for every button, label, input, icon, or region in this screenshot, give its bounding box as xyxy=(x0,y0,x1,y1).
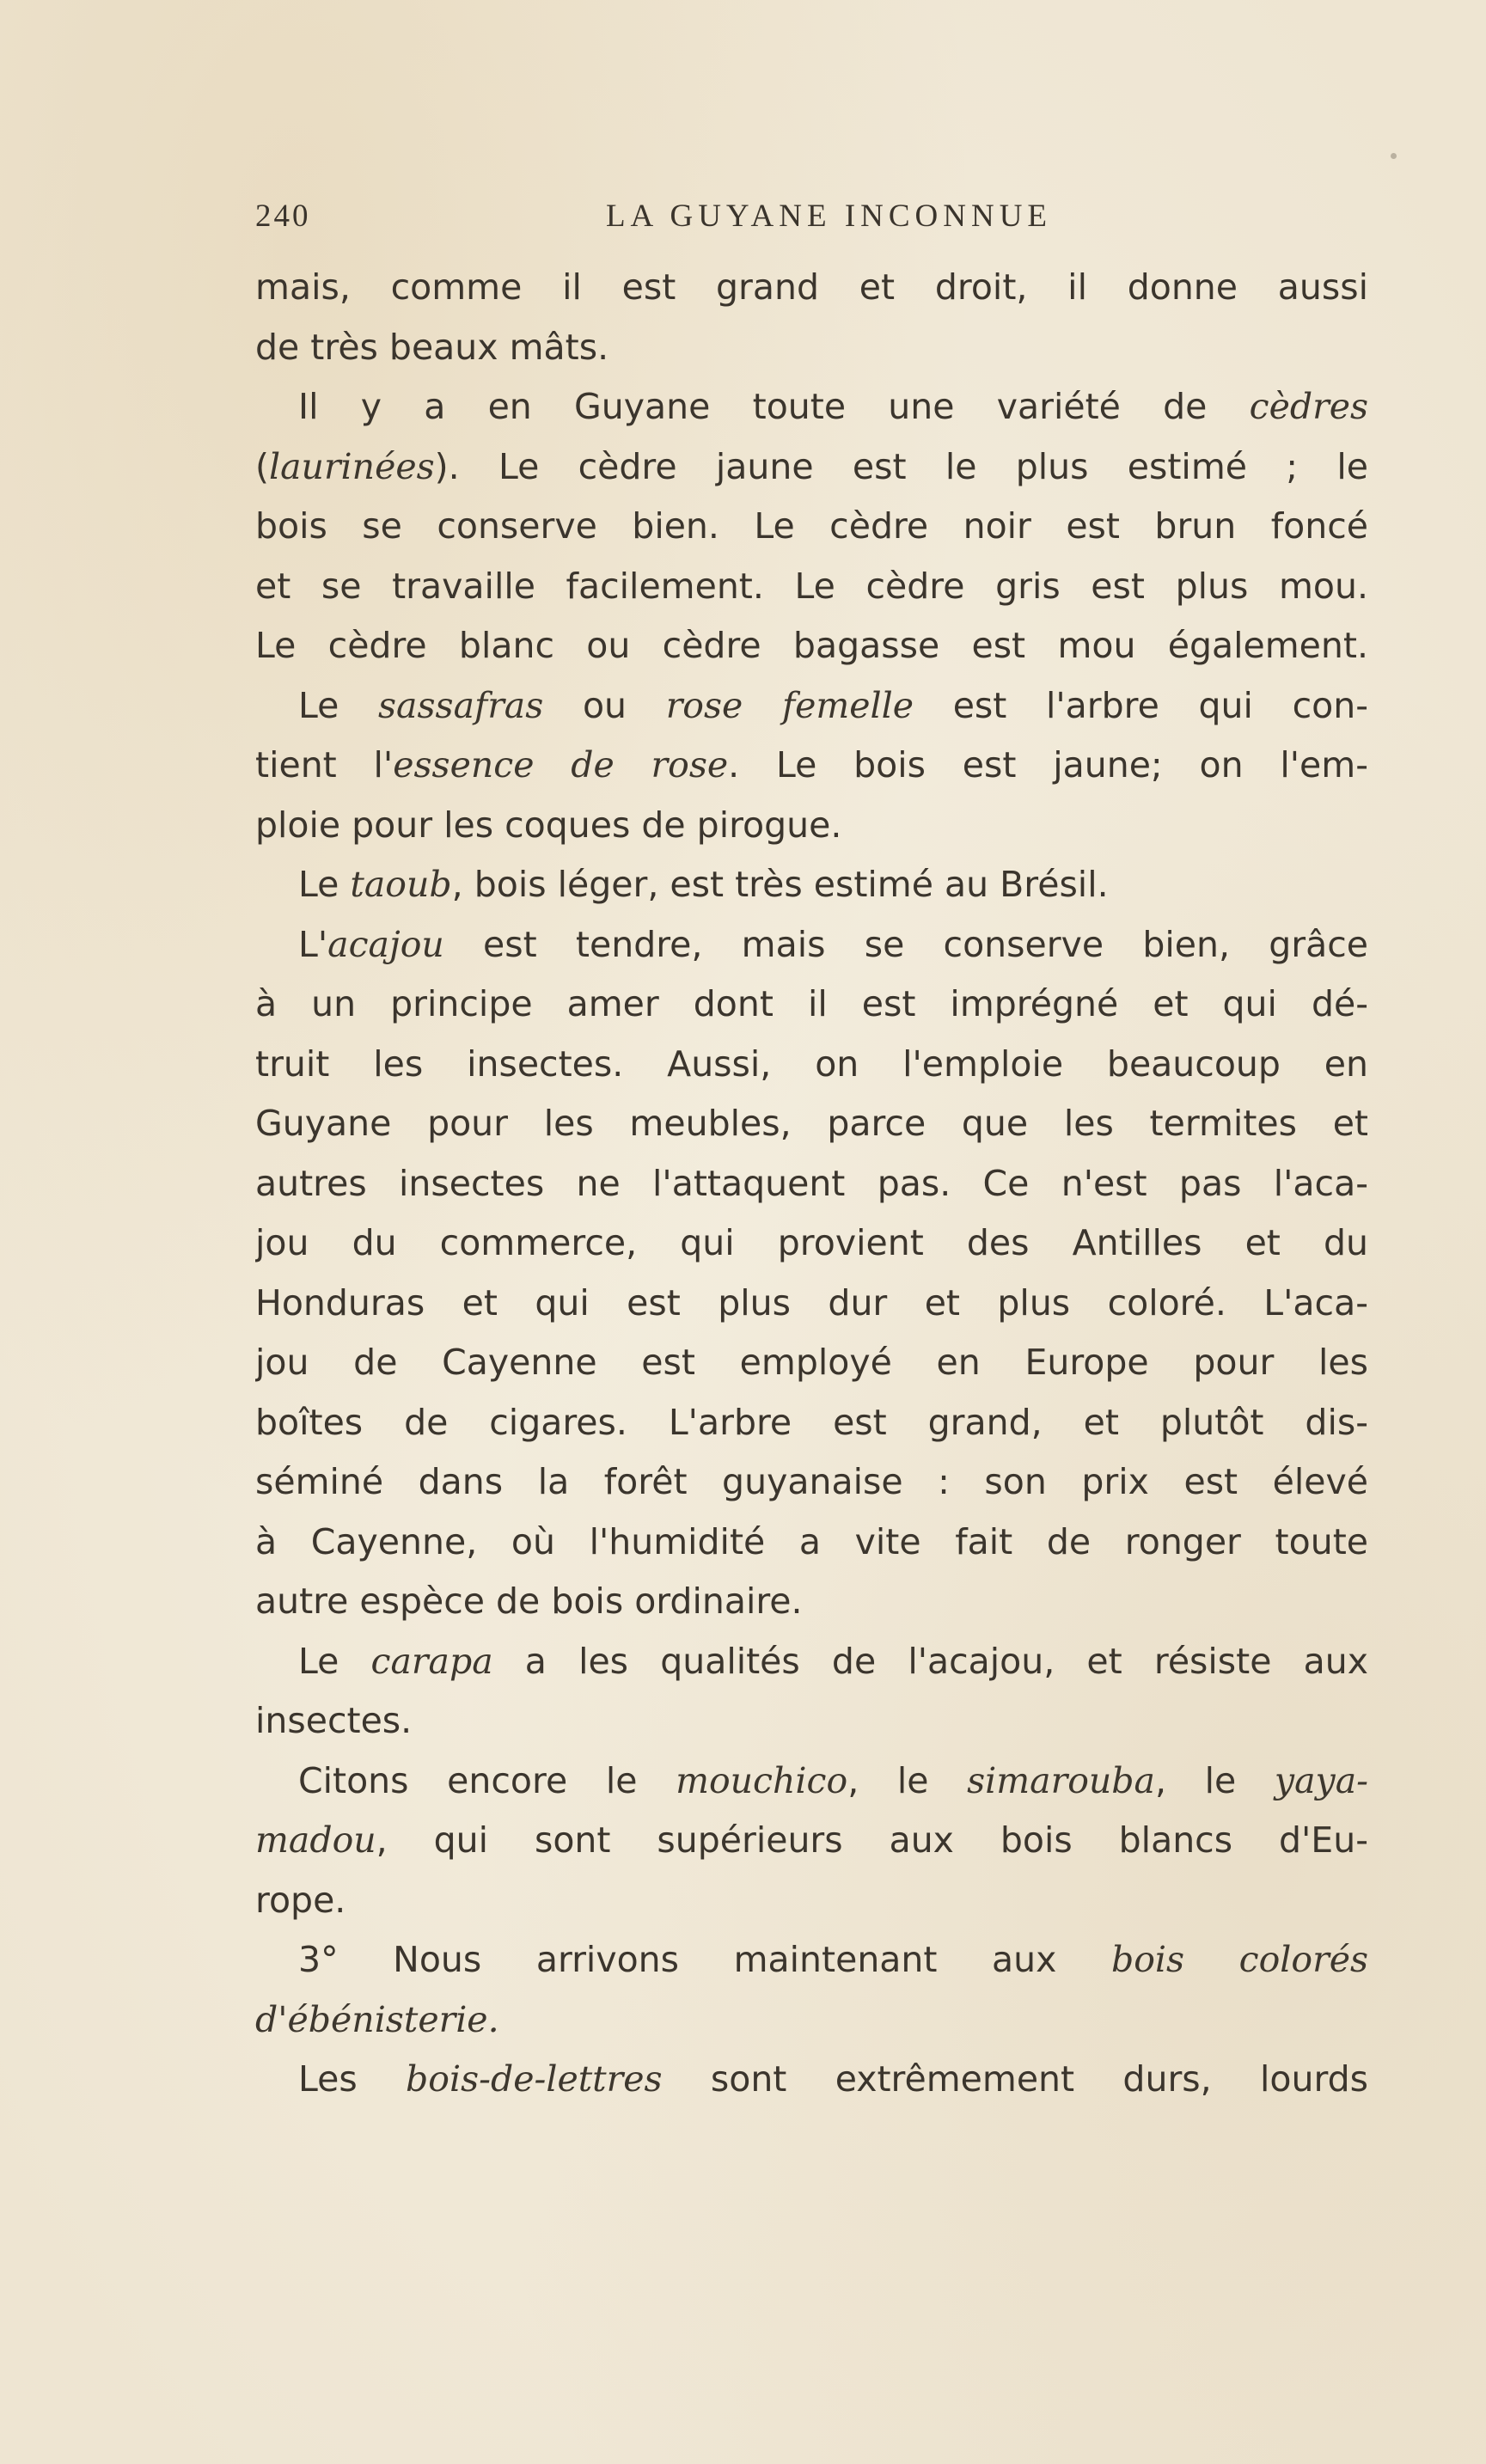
italic-term: acajou xyxy=(327,923,444,965)
text-line xyxy=(255,1811,1368,1871)
text-run: bois se conserve bien. Le cèdre noir est brun foncé xyxy=(255,505,1368,547)
text-run: , bois léger, est très estimé au Brésil. xyxy=(451,864,1109,905)
ink-speck xyxy=(1391,153,1397,159)
book-title: LA GUYANE INCONNUE xyxy=(605,199,1053,234)
italic-term: carapa xyxy=(370,1640,493,1682)
text-line xyxy=(255,497,1368,557)
text-line xyxy=(255,2050,1368,2110)
text-line xyxy=(255,318,1368,378)
italic-term: sassafras xyxy=(378,684,544,726)
text-line xyxy=(255,1274,1368,1334)
text-line xyxy=(255,1214,1368,1274)
text-line xyxy=(255,1930,1368,1990)
text-line xyxy=(255,616,1368,676)
text-run: jou de Cayenne est employé en Europe pour les xyxy=(255,1342,1368,1383)
text-run: Le xyxy=(298,684,379,726)
text-line xyxy=(255,676,1368,737)
text-line xyxy=(255,855,1368,915)
text-run: à Cayenne, où l'humidité a vite fait de ronger toute xyxy=(255,1520,1368,1562)
text-run: sont extrêmement durs, lourds xyxy=(662,2058,1368,2100)
italic-term: d'ébénisterie. xyxy=(255,1998,499,2040)
italic-term: taoub xyxy=(350,864,452,905)
text-run: Le cèdre blanc ou cèdre bagasse est mou également. xyxy=(255,625,1368,666)
italic-term: madou xyxy=(255,1819,376,1861)
text-run: autres insectes ne l'attaquent pas. Ce n'est pas l'aca- xyxy=(255,1162,1368,1204)
text-run: Le xyxy=(298,1640,371,1682)
text-run: , qui sont supérieurs aux bois blancs d'Eu- xyxy=(376,1819,1368,1861)
text-run: ploie pour les coques de pirogue. xyxy=(255,804,842,846)
text-run: 3° Nous arrivons maintenant aux xyxy=(298,1939,1111,1980)
text-line xyxy=(255,1452,1368,1513)
text-line xyxy=(255,1035,1368,1095)
italic-term: laurinées xyxy=(269,445,435,487)
text-run: est l'arbre qui con- xyxy=(914,684,1368,726)
italic-term: mouchico xyxy=(676,1759,848,1801)
text-line xyxy=(255,1094,1368,1154)
text-line xyxy=(255,377,1368,437)
text-run: et se travaille facilement. Le cèdre gris est plus mou. xyxy=(255,565,1368,607)
text-run: truit les insectes. Aussi, on l'emploie beaucoup en xyxy=(255,1042,1368,1085)
text-line xyxy=(255,915,1368,975)
text-line xyxy=(255,437,1368,498)
text-line xyxy=(255,1691,1368,1752)
text-run: boîtes de cigares. L'arbre est grand, et plutôt dis- xyxy=(255,1401,1368,1443)
italic-term: bois colorés xyxy=(1111,1939,1368,1980)
text-run: jou du commerce, qui provient des Antilles et du xyxy=(255,1222,1368,1263)
text-line xyxy=(255,1513,1368,1573)
text-run: L' xyxy=(298,923,328,965)
text-run: , le xyxy=(1154,1759,1275,1801)
text-run: de très beaux mâts. xyxy=(255,326,609,368)
text-line xyxy=(255,1752,1368,1812)
body-text xyxy=(255,258,1368,2110)
text-run: Guyane pour les meubles, parce que les termites et xyxy=(255,1103,1368,1144)
text-line xyxy=(255,1154,1368,1214)
text-run: Il y a en Guyane toute une variété de xyxy=(298,386,1250,427)
text-line xyxy=(255,557,1368,617)
text-run: Citons encore le xyxy=(298,1759,676,1801)
text-line xyxy=(255,258,1368,318)
italic-term: bois-de-lettres xyxy=(406,2058,663,2100)
text-line xyxy=(255,1393,1368,1453)
text-run: , le xyxy=(847,1759,968,1801)
text-run: . Le bois est jaune; on l'em- xyxy=(728,744,1368,786)
italic-term: rose femelle xyxy=(665,684,914,726)
text-run: à un principe amer dont il est imprégné et qui dé- xyxy=(255,983,1368,1024)
running-head xyxy=(255,198,1368,246)
italic-term: essence de rose xyxy=(393,744,729,786)
text-run: autre espèce de bois ordinaire. xyxy=(255,1581,803,1622)
text-line xyxy=(255,975,1368,1035)
text-run: insectes. xyxy=(255,1700,413,1741)
text-run: séminé dans la forêt guyanaise : son prix est élevé xyxy=(255,1461,1368,1502)
text-run: tient l' xyxy=(255,744,394,786)
text-line xyxy=(255,796,1368,856)
text-line xyxy=(255,1871,1368,1931)
italic-term: yaya- xyxy=(1274,1759,1368,1801)
text-run: a les qualités de l'acajou, et résiste aux xyxy=(492,1640,1368,1682)
page-number: 240 xyxy=(255,199,311,234)
text-run: Le xyxy=(298,864,351,905)
text-line xyxy=(255,1572,1368,1632)
text-line xyxy=(255,1632,1368,1692)
italic-term: simarouba xyxy=(967,1759,1155,1801)
text-run: mais, comme il est grand et droit, il donne aussi xyxy=(255,266,1368,308)
text-run: Honduras et qui est plus dur et plus coloré. L'aca- xyxy=(255,1281,1368,1324)
text-run: Les xyxy=(298,2058,407,2100)
text-run: rope. xyxy=(255,1879,346,1921)
italic-term: cèdres xyxy=(1249,386,1368,427)
text-run: ou xyxy=(543,684,666,726)
text-line xyxy=(255,1990,1368,2051)
text-run: ). Le cèdre jaune est le plus estimé ; le xyxy=(434,445,1368,487)
text-line xyxy=(255,736,1368,796)
text-line xyxy=(255,1333,1368,1393)
text-run: ( xyxy=(255,445,269,487)
text-run: est tendre, mais se conserve bien, grâce xyxy=(443,923,1368,965)
